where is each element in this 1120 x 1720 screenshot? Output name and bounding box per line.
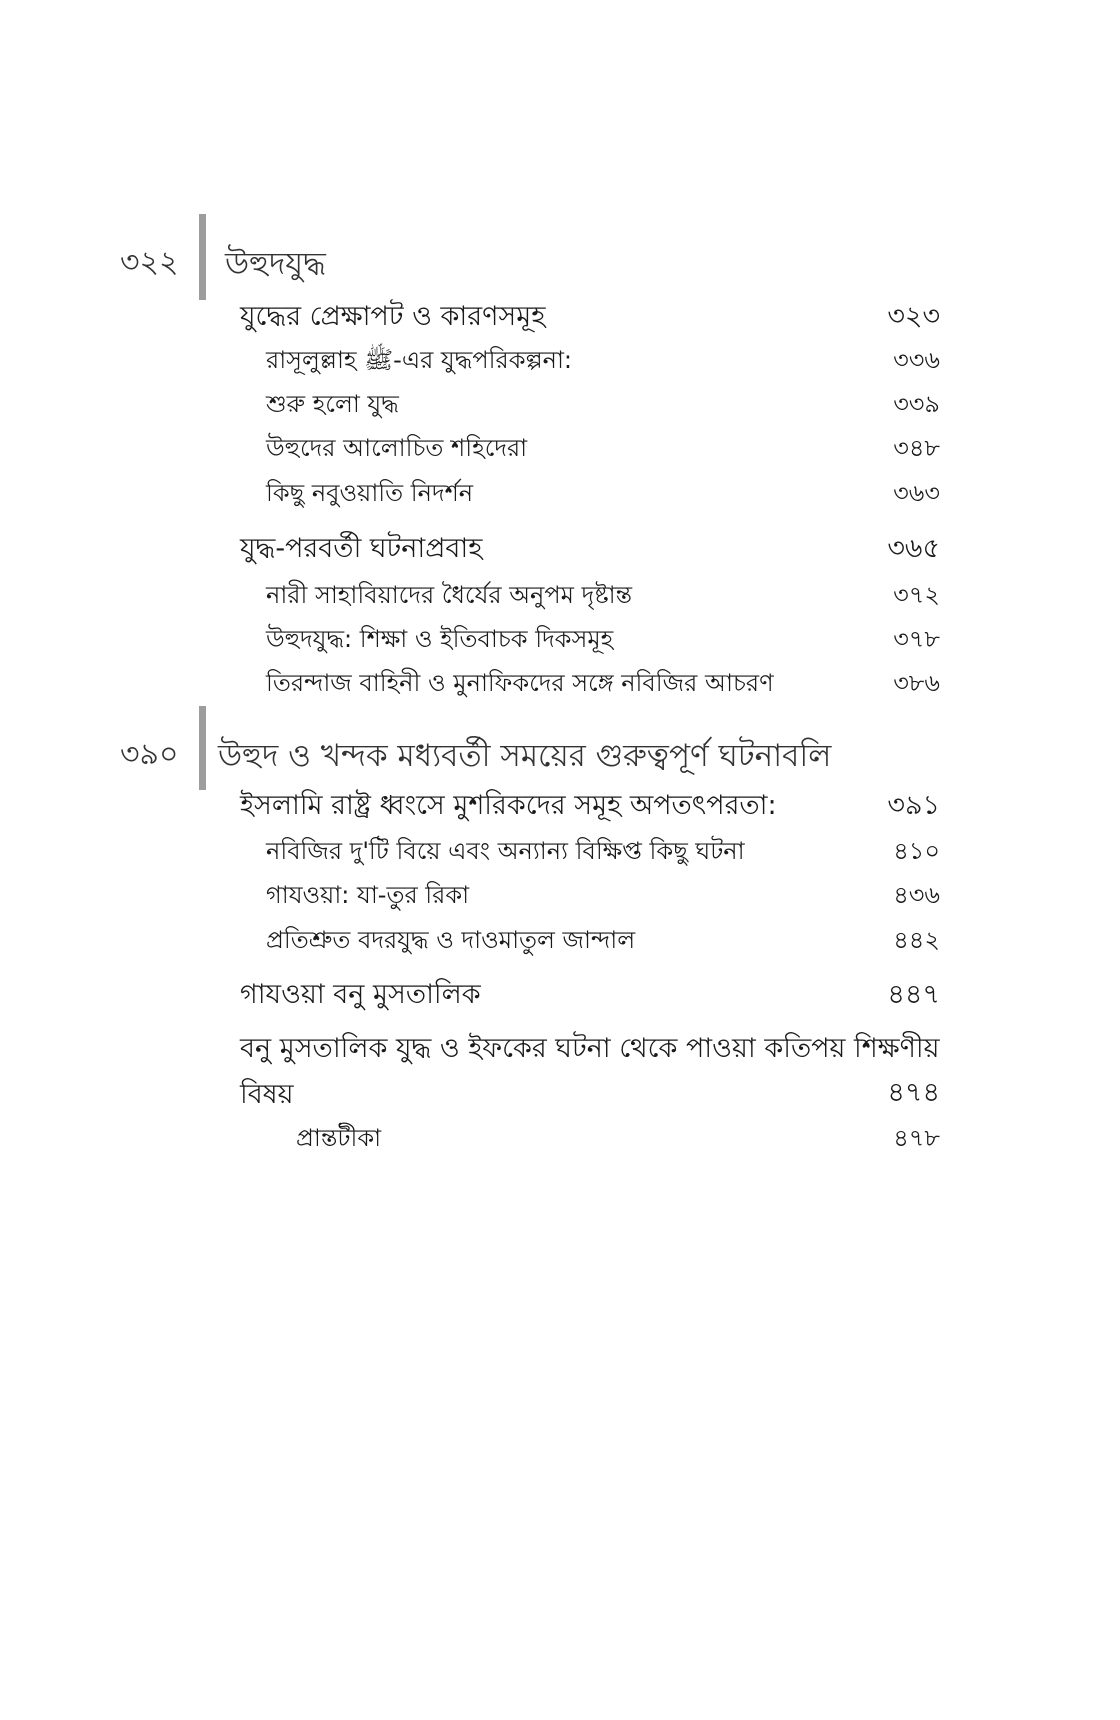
toc-entry-label: গাযওয়া: যা-তুর রিকা (266, 881, 470, 909)
toc-entry[interactable] (0, 577, 1120, 617)
toc-entry-label: নারী সাহাবিয়াদের ধৈর্যের অনুপম দৃষ্টান্ত (266, 581, 633, 609)
toc-entry[interactable] (0, 296, 1120, 336)
toc-entry-page: ৩৮৬ (893, 669, 940, 697)
toc-entry-label: উহুদের আলোচিত শহিদেরা (266, 434, 528, 462)
toc-entry-page: ৩৩৯ (893, 390, 940, 418)
toc-entry[interactable] (0, 785, 1120, 825)
toc-entry[interactable] (0, 430, 1120, 470)
section-page-number: ৩২২ (120, 245, 179, 280)
toc-entry-label: উহুদযুদ্ধ: শিক্ষা ও ইতিবাচক দিকসমূহ (266, 625, 614, 653)
toc-entry[interactable] (0, 342, 1120, 382)
toc-entry-page: ৪৭৮ (893, 1124, 940, 1152)
toc-entry[interactable] (0, 877, 1120, 917)
toc-entry-label: নবিজির দু'টি বিয়ে এবং অন্যান্য বিক্ষিপ্ত কিছু ঘটনা (266, 837, 745, 865)
toc-entry-page: ৩২৩ (887, 301, 940, 332)
toc-entry[interactable] (0, 1026, 1120, 1122)
section-divider-bar (199, 706, 206, 790)
toc-entry[interactable] (0, 1120, 1120, 1160)
toc-entry-page: ৪৩৬ (893, 881, 940, 909)
toc-entry-page: ৩৭৮ (893, 625, 940, 653)
section-divider-bar (199, 214, 206, 300)
section-title: উহুদ ও খন্দক মধ্যবর্তী সময়ের গুরুত্বপূর্ণ ঘটনাবলি (218, 738, 832, 774)
toc-entry[interactable] (0, 475, 1120, 515)
toc-entry-label: বনু মুসতালিক যুদ্ধ ও ইফকের ঘটনা থেকে পাওয়া কতিপয় শিক্ষণীয় বিষয় (240, 1033, 940, 1110)
toc-entry-label: প্রতিশ্রুত বদরযুদ্ধ ও দাওমাতুল জান্দাল (266, 926, 636, 954)
toc-entry-page: ৩৬৩ (893, 479, 940, 507)
toc-entry-page: ৩৬৫ (887, 533, 940, 564)
toc-entry[interactable] (0, 621, 1120, 661)
toc-entry-page: ৪৪২ (893, 926, 940, 954)
toc-entry-label: তিরন্দাজ বাহিনী ও মুনাফিকদের সঙ্গে নবিজির আচরণ (266, 669, 774, 697)
toc-entry-label: শুরু হলো যুদ্ধ (266, 390, 399, 418)
toc-entry[interactable] (0, 386, 1120, 426)
toc-entry-page: ৪১০ (893, 837, 940, 865)
toc-entry-label: রাসূলুল্লাহ ﷺ-এর যুদ্ধপরিকল্পনা: (266, 346, 573, 374)
toc-entry[interactable] (0, 922, 1120, 962)
toc-entry[interactable] (0, 528, 1120, 568)
toc-entry-label: যুদ্ধ-পরবর্তী ঘটনাপ্রবাহ (240, 533, 483, 564)
toc-entry-page: ৩৩৬ (893, 346, 940, 374)
toc-entry-page: ৪৪৭ (887, 979, 940, 1010)
toc-entry-page: ৪৭৪ (887, 1077, 940, 1108)
toc-entry-label: কিছু নবুওয়াতি নিদর্শন (266, 479, 474, 507)
toc-entry-label: যুদ্ধের প্রেক্ষাপট ও কারণসমূহ (240, 301, 546, 332)
toc-entry[interactable] (0, 665, 1120, 705)
section-title: উহুদযুদ্ধ (225, 246, 326, 282)
toc-entry-label: গাযওয়া বনু মুসতালিক (240, 979, 481, 1010)
toc-entry-label: ইসলামি রাষ্ট্র ধ্বংসে মুশরিকদের সমূহ অপতৎপরতা: (240, 790, 777, 821)
toc-entry-page: ৩৪৮ (893, 434, 940, 462)
toc-entry[interactable] (0, 833, 1120, 873)
toc-entry-label: প্রান্তটীকা (296, 1124, 382, 1152)
toc-entry-page: ৩৯১ (887, 790, 940, 821)
section-page-number: ৩৯০ (120, 737, 179, 772)
toc-entry[interactable] (0, 974, 1120, 1014)
toc-entry-page: ৩৭২ (893, 581, 940, 609)
